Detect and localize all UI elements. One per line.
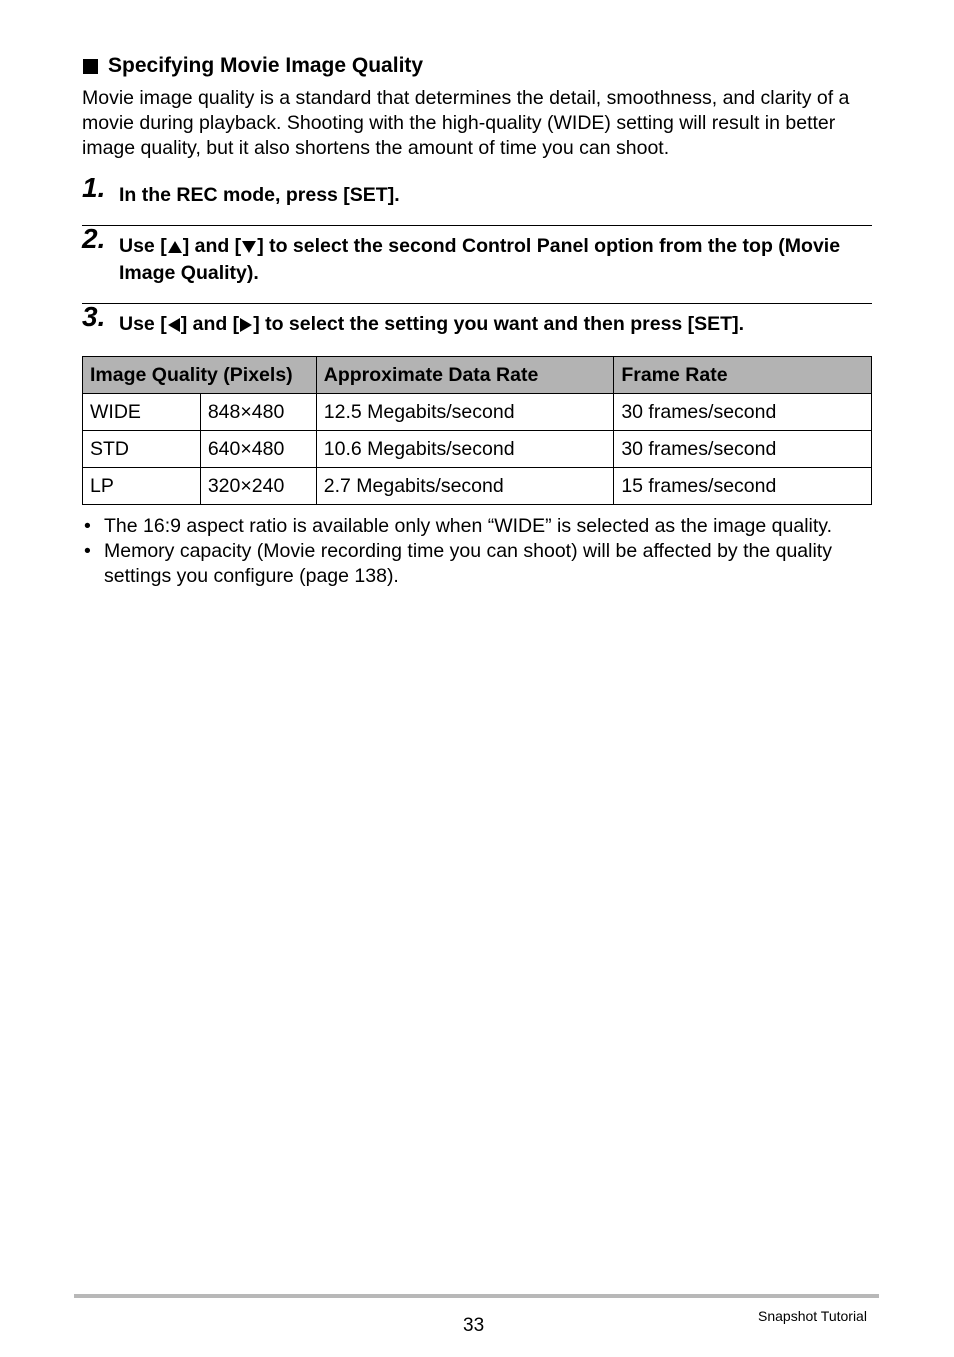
footer-label: Snapshot Tutorial <box>758 1308 867 1324</box>
table-row <box>83 468 872 505</box>
step-3 <box>82 301 872 338</box>
step-2 <box>82 223 872 287</box>
cell-frame-rate: 30 frames/second <box>614 394 872 431</box>
step-text <box>119 233 872 287</box>
step-text-part: Use [ <box>119 313 167 335</box>
step-text-part: ] to select the second Control Panel option from the top (Movie Image Quality). <box>119 235 841 284</box>
cell-pixels: 320×240 <box>200 468 316 505</box>
section-heading <box>83 54 423 78</box>
divider <box>82 225 872 226</box>
cell-frame-rate: 30 frames/second <box>614 431 872 468</box>
cell-quality: WIDE <box>83 394 201 431</box>
cell-frame-rate: 15 frames/second <box>614 468 872 505</box>
step-text-part: ] to select the setting you want and then press [SET]. <box>253 313 745 335</box>
divider <box>82 303 872 304</box>
bullet-icon: • <box>84 540 91 562</box>
header-image-quality: Image Quality (Pixels) <box>83 357 317 394</box>
up-arrow-icon <box>167 240 183 254</box>
step-1 <box>82 172 872 209</box>
list-item <box>84 514 884 539</box>
footer-divider <box>74 1294 879 1298</box>
right-arrow-icon <box>239 317 253 333</box>
list-item <box>84 539 884 589</box>
step-number: 1. <box>82 172 106 203</box>
header-frame-rate: Frame Rate <box>614 357 872 394</box>
table-row <box>83 394 872 431</box>
table-row <box>83 431 872 468</box>
quality-table <box>82 356 872 505</box>
step-text <box>119 311 872 338</box>
cell-quality: LP <box>83 468 201 505</box>
page-number: 33 <box>463 1315 485 1336</box>
cell-data-rate: 2.7 Megabits/second <box>316 468 614 505</box>
step-text-part: Use [ <box>119 235 167 257</box>
step-text-part: ] and [ <box>180 313 240 335</box>
note-text: Memory capacity (Movie recording time you can shoot) will be affected by the quality settings you configure (page 138). <box>104 540 832 587</box>
notes-list <box>84 514 884 589</box>
left-arrow-icon <box>167 317 181 333</box>
bullet-icon: • <box>84 515 91 537</box>
cell-data-rate: 12.5 Megabits/second <box>316 394 614 431</box>
table-header-row <box>83 357 872 394</box>
step-text-part: ] and [ <box>182 235 242 257</box>
cell-pixels: 848×480 <box>200 394 316 431</box>
step-number: 3. <box>82 301 106 332</box>
cell-data-rate: 10.6 Megabits/second <box>316 431 614 468</box>
square-bullet-icon <box>83 59 98 74</box>
header-data-rate: Approximate Data Rate <box>316 357 614 394</box>
cell-pixels: 640×480 <box>200 431 316 468</box>
note-text: The 16:9 aspect ratio is available only when “WIDE” is selected as the image quality. <box>104 515 832 537</box>
down-arrow-icon <box>241 240 257 254</box>
intro-paragraph: Movie image quality is a standard that determines the detail, smoothness, and clarity of a movie during playback. Shooting with the high-quality (WIDE) setting will result in better image quality, but it also shortens the amount of time you can shoot. <box>82 87 850 159</box>
cell-quality: STD <box>83 431 201 468</box>
section-title: Specifying Movie Image Quality <box>108 54 424 77</box>
step-number: 2. <box>82 223 106 254</box>
step-text: In the REC mode, press [SET]. <box>119 184 400 206</box>
